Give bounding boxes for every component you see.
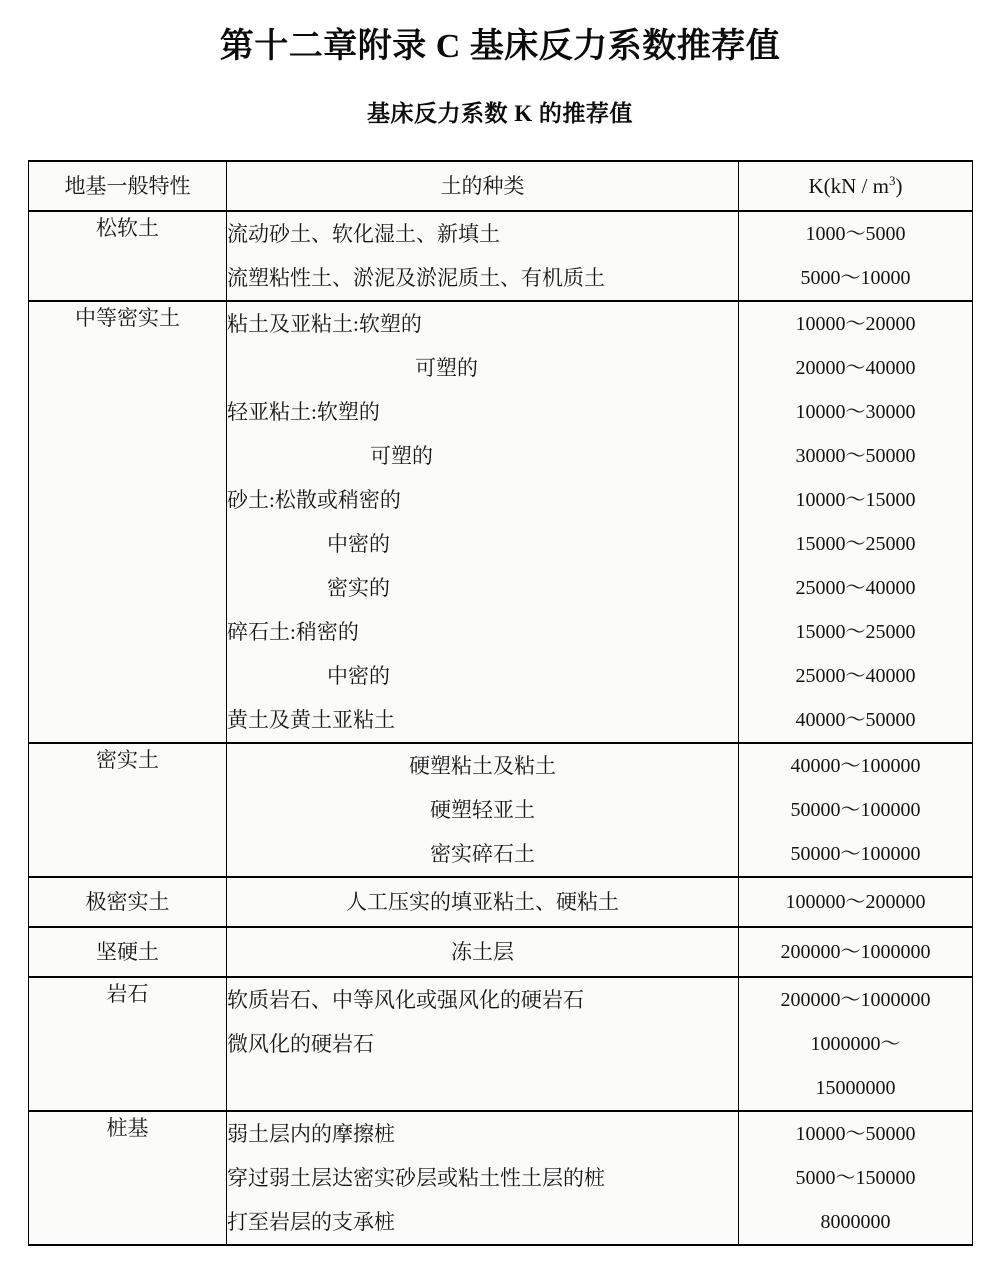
row-header-0: 松软土 — [29, 211, 227, 301]
soil-type-line: 中密的 — [327, 531, 390, 556]
row-header-1: 中等密实土 — [29, 301, 227, 743]
soil-type-line: 黄土及黄土亚粘土 — [227, 707, 395, 732]
table-row — [29, 1111, 973, 1245]
k-value-line: 40000～100000 — [790, 754, 921, 777]
k-value-line: 200000～1000000 — [780, 940, 931, 963]
table-row — [29, 743, 973, 877]
soil-type-line: 人工压实的填亚粘土、硬粘土 — [346, 889, 619, 914]
row-header-5: 岩石 — [29, 977, 227, 1111]
k-unit-superscript: 3 — [888, 172, 896, 188]
table-caption: 基床反力系数 K 的推荐值 — [367, 100, 633, 126]
k-value-line: 40000～50000 — [795, 708, 916, 731]
table-row — [29, 211, 973, 301]
soil-type-line: 可塑的 — [370, 443, 433, 468]
k-value-line: 5000～150000 — [795, 1166, 916, 1189]
soil-type-line: 中密的 — [327, 663, 390, 688]
soil-type-line: 微风化的硬岩石 — [227, 1031, 374, 1056]
soil-type-line: 流塑粘性土、淤泥及淤泥质土、有机质土 — [227, 265, 605, 290]
column-header-soil-type: 土的种类 — [227, 161, 739, 211]
k-value-line: 25000～40000 — [795, 576, 916, 599]
soil-type-line: 粘土及亚粘土:软塑的 — [227, 311, 422, 336]
soil-type-cell — [227, 743, 739, 877]
soil-type-line: 轻亚粘土:软塑的 — [227, 399, 380, 424]
soil-type-line: 碎石土:稍密的 — [227, 619, 359, 644]
page-title: 第十二章附录 C 基床反力系数推荐值 — [219, 28, 781, 65]
subgrade-reaction-coefficient-table — [28, 160, 973, 1246]
soil-type-line: 砂土:松散或稍密的 — [227, 487, 401, 512]
k-value-line: 100000～200000 — [785, 890, 926, 913]
soil-type-line: 密实碎石土 — [430, 841, 535, 866]
k-value-cell — [739, 211, 973, 301]
soil-type-cell — [227, 977, 739, 1111]
k-value-line: 10000～20000 — [795, 312, 916, 335]
k-value-line: 5000～10000 — [800, 266, 911, 289]
k-value-line: 10000～30000 — [795, 400, 916, 423]
k-value-cell — [739, 301, 973, 743]
soil-type-line: 硬塑轻亚土 — [430, 797, 535, 822]
row-header-3: 极密实土 — [29, 877, 227, 927]
k-value-line: 8000000 — [820, 1210, 891, 1233]
k-value-line: 30000～50000 — [795, 444, 916, 467]
soil-type-line: 冻土层 — [451, 939, 514, 964]
k-value-line: 10000～50000 — [795, 1122, 916, 1145]
k-value-line: 20000～40000 — [795, 356, 916, 379]
k-value-line: 200000～1000000 — [780, 988, 931, 1011]
soil-type-line: 打至岩层的支承桩 — [227, 1209, 395, 1234]
column-header-k-value — [739, 161, 973, 211]
soil-type-line: 可塑的 — [415, 355, 478, 380]
table-body — [29, 211, 973, 1245]
soil-type-line: 穿过弱土层达密实砂层或粘土性土层的桩 — [227, 1165, 605, 1190]
soil-type-cell — [227, 301, 739, 743]
k-value-line-continued: 15000000 — [815, 1076, 896, 1099]
k-value-line: 50000～100000 — [790, 798, 921, 821]
k-value-line: 25000～40000 — [795, 664, 916, 687]
table-container — [28, 134, 972, 1246]
soil-type-line: 硬塑粘土及粘土 — [409, 753, 556, 778]
column-header-foundation-character: 地基一般特性 — [29, 161, 227, 211]
row-header-2: 密实土 — [29, 743, 227, 877]
soil-type-line: 流动砂土、软化湿土、新填土 — [227, 221, 500, 246]
soil-type-line: 软质岩石、中等风化或强风化的硬岩石 — [227, 987, 584, 1012]
k-value-cell — [739, 743, 973, 877]
soil-type-line: 弱土层内的摩擦桩 — [227, 1121, 395, 1146]
soil-type-cell — [227, 877, 739, 927]
soil-type-cell — [227, 1111, 739, 1245]
table-head — [29, 161, 973, 211]
row-header-6: 桩基 — [29, 1111, 227, 1245]
soil-type-cell — [227, 211, 739, 301]
table-row — [29, 977, 973, 1111]
k-unit-prefix: K(kN / m — [808, 173, 889, 198]
table-header-row — [29, 161, 973, 211]
k-value-cell — [739, 877, 973, 927]
k-value-cell — [739, 927, 973, 977]
table-row — [29, 301, 973, 743]
k-value-line: 15000～25000 — [795, 620, 916, 643]
soil-type-line-spacer — [227, 1066, 738, 1110]
k-value-line: 15000～25000 — [795, 532, 916, 555]
table-row — [29, 877, 973, 927]
soil-type-cell — [227, 927, 739, 977]
soil-type-line: 密实的 — [327, 575, 390, 600]
row-header-4: 坚硬土 — [29, 927, 227, 977]
k-value-cell — [739, 1111, 973, 1245]
k-value-line: 1000～5000 — [805, 222, 906, 245]
table-row — [29, 927, 973, 977]
k-value-line: 1000000～ — [810, 1032, 901, 1055]
k-value-cell — [739, 977, 973, 1111]
k-unit-suffix: ) — [895, 173, 903, 198]
k-value-line: 50000～100000 — [790, 842, 921, 865]
k-value-line: 10000～15000 — [795, 488, 916, 511]
